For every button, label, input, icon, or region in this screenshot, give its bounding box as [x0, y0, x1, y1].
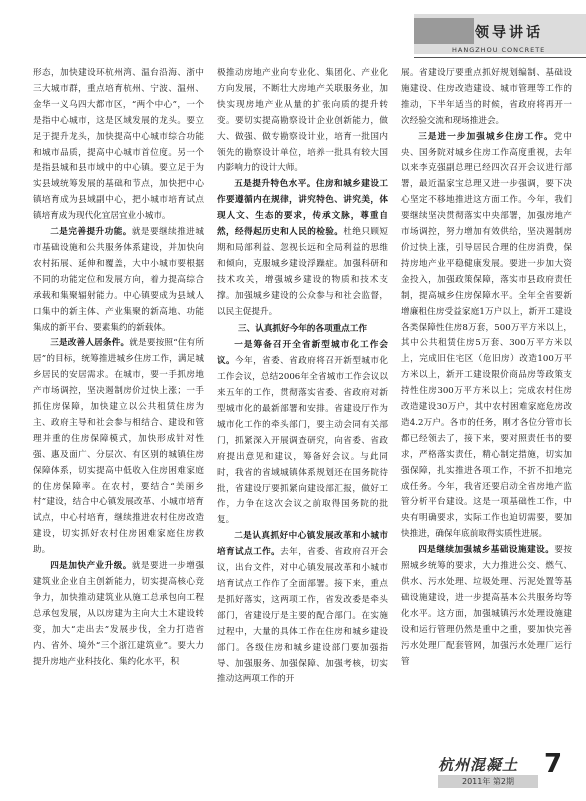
paragraph-body: 就是要按照“住有所居”的目标，统筹推进城乡住房工作，满足城乡居民的安居需求。在城市，要一手抓房地产市场调控，坚决遏制房价过快上涨；一手抓住房保障，加快建立以公共租赁住房为主、政府主导和社会参与相结合、建设和管理并重的住房保障模式，加快形成针对性强、惠及面广、分层次、有区别的城镇住房保障体系，切实提高中低收入住房困难家庭的住房保障率。在农村，要结合“美丽乡村”建设，结合中心镇发展改革、小城市培育试点，中心村培育，继续推进农村住房改造建设，切实抓好农村住房困难家庭住房救助。	[33, 338, 204, 556]
section-heading: 三、认真抓好今年的各项重点工作	[238, 323, 367, 334]
paragraph-heading: 二是完善提升功能。	[50, 227, 132, 238]
paragraph-heading: 三是进一步加强城乡住房工作。	[418, 131, 554, 142]
paragraph	[33, 225, 204, 336]
paragraph: 展。省建设厅要重点抓好规划编制、基础设施建设、住房改造建设、城市管理等工作的推动，下半年适当的时候，省政府将再开一次经验交流和现场推进会。	[401, 68, 572, 126]
paragraph	[33, 336, 204, 559]
paragraph	[217, 529, 388, 688]
column-left	[33, 66, 204, 752]
paragraph-heading: 四是加快产业升级。	[50, 561, 132, 572]
issue-label: 2011年 第2期	[438, 775, 538, 788]
paragraph	[401, 130, 572, 544]
paragraph	[217, 338, 388, 529]
paragraph	[217, 177, 388, 320]
page-footer	[438, 749, 578, 792]
magazine-logo: 杭州混凝土	[438, 756, 519, 774]
paragraph-body: 党中央、国务院对城乡住房工作高度重视，去年以来李克强副总理已经四次召开会议进行部署，最近温家宝总理又进一步强调，要下决心坚定不移地推进这方面工作。今年，我们要继续坚决贯彻落实中央部署，加强房地产市场调控，努力增加有效供给，坚决遏制房价过快上涨，引导居民合理的住房消费，保持房地产业平稳健康发展。要进一步加大资金投入，加强政策保障，落实市县政府责任制，提高城乡住房保障水平。全年全省要新增廉租住房受益家庭1万户以上，新开工建设各类保障性住房8万套，500万平方米以上，其中公共租赁住房5万套、300万平方米以上，完成旧住宅区（危旧房）改造100万平方米以上，新开工建设限价商品房等政策支持性住房300万平方米以上；完成农村住房改造建设30万户，其中农村困难家庭危房改造4.2万户。各市的任务，刚才各位分管市长都已经领去了，接下来，要对照责任书的要求，严格落实责任，精心制定措施，切实加强保障，扎实推进各项工作，不折不扣地完成任务。今年，我省还要启动全省房地产监管分析平台建设。这是一项基础性工作，中央有明确要求，实际工作也迫切需要，要加快推进，确保年底前取得实质性进展。	[401, 131, 572, 540]
paragraph-body: 今年，省委、省政府将召开新型城市化工作会议，总结2006年全省城市工作会议以来五年的工作，贯彻落实省委、省政府对新型城市化的最新部署和安排。省建设厅作为城市化工作的牵头部门，要主动会同有关部门，抓紧深入开展调查研究，向省委、省政府提出意见和建议，筹备好会议。与此同时，我省的省域城镇体系规划还在国务院待批，省建设厅要抓紧向建设部汇报，做好工作，力争在这次会议之前取得国务院的批复。	[217, 356, 388, 526]
column-middle	[217, 66, 388, 752]
header-dark-block	[414, 18, 474, 44]
paragraph: 极推动房地产业向专业化、集团化、产业化方向发展，不断壮大房地产关联服务业，加快实现房地产业从量的扩张向质的提升转变。要切实提高勘察设计企业创新能力，做大、做强、做专勘察设计业，培育一批国内领先的勘察设计单位，培养一批具有较大国内影响力的设计大师。	[217, 68, 388, 174]
paragraph	[401, 543, 572, 670]
paragraph-heading: 二是认真抓好中心镇发展改革和小城市培育试点工作。	[217, 531, 388, 558]
paragraph-heading: 一是筹备召开全省新型城市化工作会议。	[217, 340, 388, 367]
paragraph-heading: 三是改善人居条件。	[50, 338, 130, 349]
paragraph: 形态，加快建设环杭州湾、温台沿海、浙中三大城市群，重点培育杭州、宁波、温州、金华一义乌四大都市区，“两个中心”，一个是指中心城市，这是区域发展的龙头。要立足于提升龙头，加快提高中心城市综合功能和城市品质，提高中心城市首位度。另一个是指县城和县市域中的中心镇。要立足于为实县域统筹发展的基础和节点，加快把中心镇培育成为县域副中心，把小城市培育试点镇培育成为现代化宜居宜业小城市。	[33, 68, 204, 222]
header-rule	[414, 57, 586, 58]
paragraph	[33, 559, 204, 670]
paragraph-heading: 四是继续加强城乡基础设施建设。	[418, 545, 555, 556]
section-title: 领导讲话	[475, 25, 543, 41]
paragraph-body: 要按照城乡统筹的要求，大力推进公交、燃气、供水、污水处理、垃圾处理、污泥处置等基础设施建设，进一步提高基本公共服务均等化水平。这方面，加强城镇污水处理设施建设和运行管理仍然是重中之重，要加快完善污水处理厂配套管网，加强污水处理厂运行管	[401, 545, 572, 667]
paragraph-body: 就是要进一步增强建筑业企业自主创新能力，切实提高核心竞争力，加快推动建筑业从施工总承包向工程总承包发展，从以房建为主向大土木建设转变，加大“走出去”发展步伐，全力打造省内、省外、境外“三个浙江建筑业”。要大力提升房地产业科技化、集约化水平，积	[33, 561, 204, 667]
paragraph-body: 杜绝只顾短期和局部利益、忽视长远和全局利益的思维和倾向，克服城乡建设浮躁症。加强科研和技术攻关，增强城乡建设的物质和技术支撑。加强城乡建设的公众参与和社会监督，以民主促提升。	[217, 227, 388, 317]
paragraph-body: 就是要继续推进城市基础设施和公共服务体系建设，并加快向农村拓展、延伸和覆盖，大中小城市要根据不同的功能定位和发展方向，着力提高综合承载和集聚辐射能力。中心镇要成为县域人口集中的新主体、产业集聚的新高地、功能集成的新平台、要素集约的新载体。	[33, 227, 204, 333]
column-right	[401, 66, 572, 691]
paragraph-heading: 五是提升特色水平。住房和城乡建设工作要遵循内在规律，讲究特色、讲究美，体现人文、生态的要求，传承文脉，尊重自然，经得起历史和人民的检验。	[217, 179, 388, 238]
paragraph-body: 去年，省委、省政府召开会议，出台文件，对中心镇发展改革和小城市培育试点工作作了全面部署。接下来，重点是抓好落实，这两项工作，省发改委是牵头部门，省建设厅是主要的配合部门。在实施过程中，大量的具体工作在住房和城乡建设部门。各级住房和城乡建设部门要加强指导、加强服务、加强保障、加强考核，切实推动这两项工作的开	[217, 547, 388, 685]
section-subtitle: HANGZHOU CONCRETE	[452, 46, 546, 54]
page-number: 7	[544, 749, 563, 779]
